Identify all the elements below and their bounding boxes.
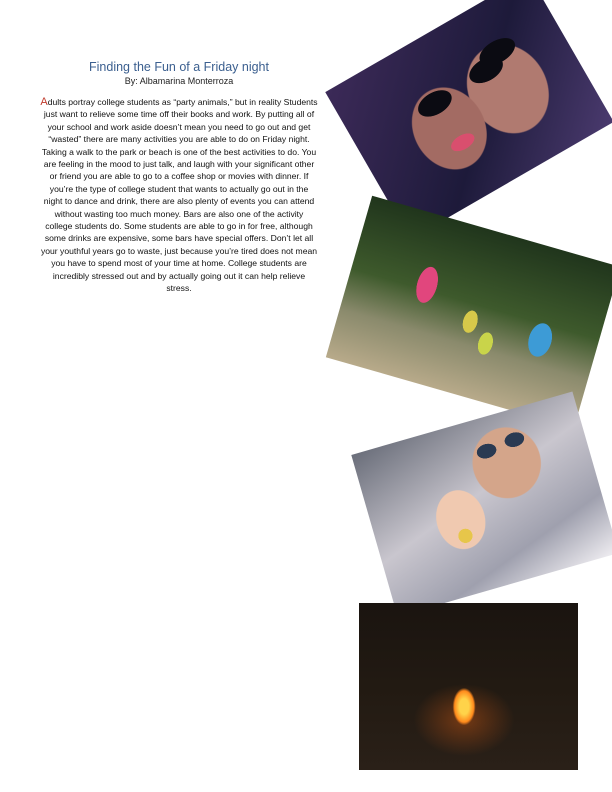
drop-cap: A: [40, 96, 48, 108]
article-byline: By: Albamarina Monterroza: [124, 76, 234, 86]
article-title: Finding the Fun of a Friday night: [89, 60, 269, 74]
article-body: [40, 96, 318, 295]
article-body-text: dults portray college students as “party animals,” but in reality Students just want to relieve some time off their books and work. By putting all of your school and work aside doesn’t mean you need to go out and get “wasted” there are many activities you are able to do on Friday night. Taking a walk to the park or beach is one of the best activities to do. You are feeling in the mood to just talk, and laugh with your significant other or friend you are able to go to a coffee shop or movies with dinner. If you’re the type of college student that wants to actually go out in the night to dance and drink, there are also plenty of events you can attend without wasting too much money. Bars are also one of the activity college students do. Some students are able to go in for free, although some drinks are expensive, some bars have special offers. Don’t let all your youthful years go to waste, just because you’re tired does not mean you have to spend most of your time at home. College students are incredibly stressed out and by actually going out it can help relieve stress.: [40, 97, 318, 294]
photo-selfie-sunglasses: [325, 0, 612, 239]
article: [40, 60, 318, 295]
photo-campfire-night: [359, 603, 578, 770]
photo-mother-and-child: [351, 392, 612, 617]
